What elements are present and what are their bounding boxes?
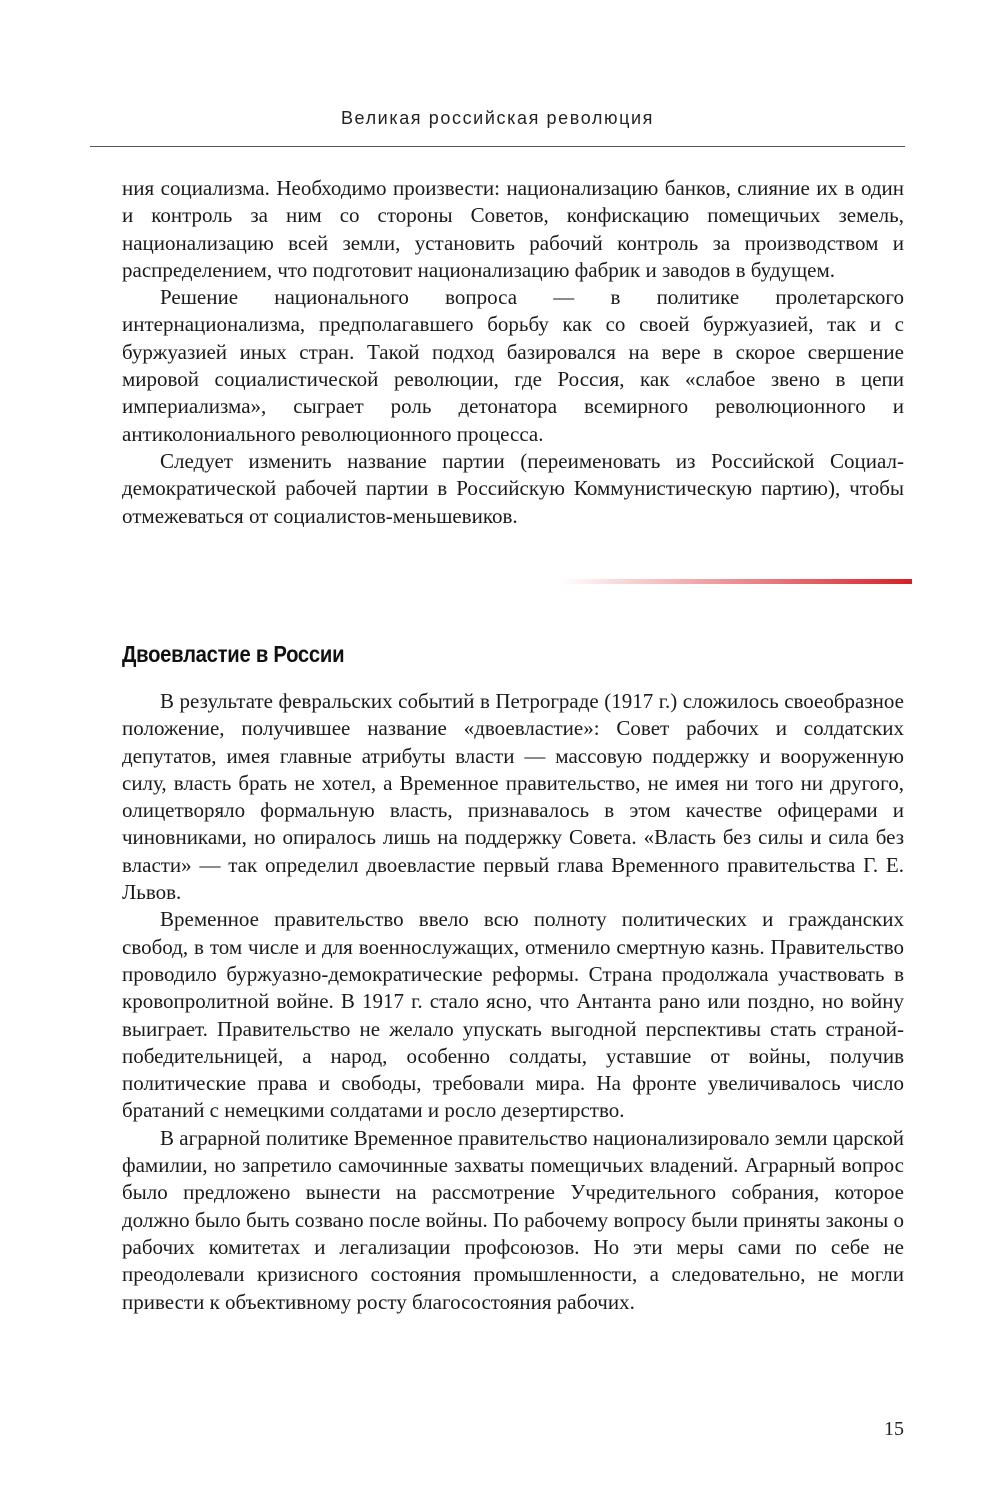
paragraph-national-question: Решение национального вопроса — в политике пролетарского интернационализма, предполагавшего борьбу как со своей буржуазией, так и с буржуазией иных стран. Такой подход базировался на вере в скорое свершение мировой социалистической революции, где Россия, как «слабое звено в цепи империализма», сыграет роль детонатора всемирного революционного и антиколониального революционного процесса.	[122, 285, 904, 446]
section-text-block	[122, 688, 904, 1316]
paragraph-dual-power: В результате февральских событий в Петрограде (1917 г.) сложилось своеобразное положение, получившее название «двоевластие»: Совет рабочих и солдатских депутатов, имея главные атрибуты власти — массовую поддержку и вооруженную силу, власть брать не хотел, а Временное правительство, не имея ни того ни другого, олицетворяло формальную власть, признавалось в этом качестве офицерами и чиновниками, но опиралось лишь на поддержку Совета. «Власть без силы и сила без власти» — так определил двоевластие первый глава Временного правительства Г. Е. Львов.	[122, 689, 904, 905]
running-head: Великая российская революция	[340, 108, 655, 128]
top-text-block	[122, 175, 904, 530]
section-divider-red-rule	[560, 579, 912, 584]
page-number: 15	[884, 1418, 904, 1440]
section-title: Двоевластие в России	[122, 641, 345, 667]
header-rule	[90, 146, 905, 147]
paragraph-party-rename: Следует изменить название партии (переименовать из Российской Социал-демократической рабочей партии в Российскую Коммунистическую партию), чтобы отмежеваться от социалистов-меньшевиков.	[122, 448, 904, 528]
paragraph-provisional-government: Временное правительство ввело всю полноту политических и гражданских свобод, в том числе и для военнослужащих, отменило смертную казнь. Правительство проводило буржуазно-демократические реформы. Страна продолжала участвовать в кровопролитной войне. В 1917 г. стало ясно, что Антанта рано или поздно, но войну выиграет. Правительство не желало упускать выгодной перспективы стать страной-победительницей, а народ, особенно солдаты, уставшие от войны, получив политические права и свободы, требовали мира. На фронте увеличивалось число братаний с немецкими солдатами и росло дезертирство.	[122, 907, 904, 1123]
paragraph-continued: ния социализма. Необходимо произвести: национализацию банков, слияние их в один и контроль за ним со стороны Советов, конфискацию помещичьих земель, национализацию всей земли, установить рабочий контроль за производством и распределением, что подготовит национализацию фабрик и заводов в будущем.	[122, 176, 904, 282]
paragraph-agrarian-policy: В аграрной политике Временное правительство национализировало земли царской фамилии, но запретило самочинные захваты помещичьих владений. Аграрный вопрос было предложено вынести на рассмотрение Учредительного собрания, которое должно было быть созвано после войны. По рабочему вопросу были приняты законы о рабочих комитетах и легализации профсоюзов. Но эти меры сами по себе не преодолевали кризисного состояния промышленности, а следовательно, не могли привести к объективному росту благосостояния рабочих.	[122, 1125, 904, 1314]
